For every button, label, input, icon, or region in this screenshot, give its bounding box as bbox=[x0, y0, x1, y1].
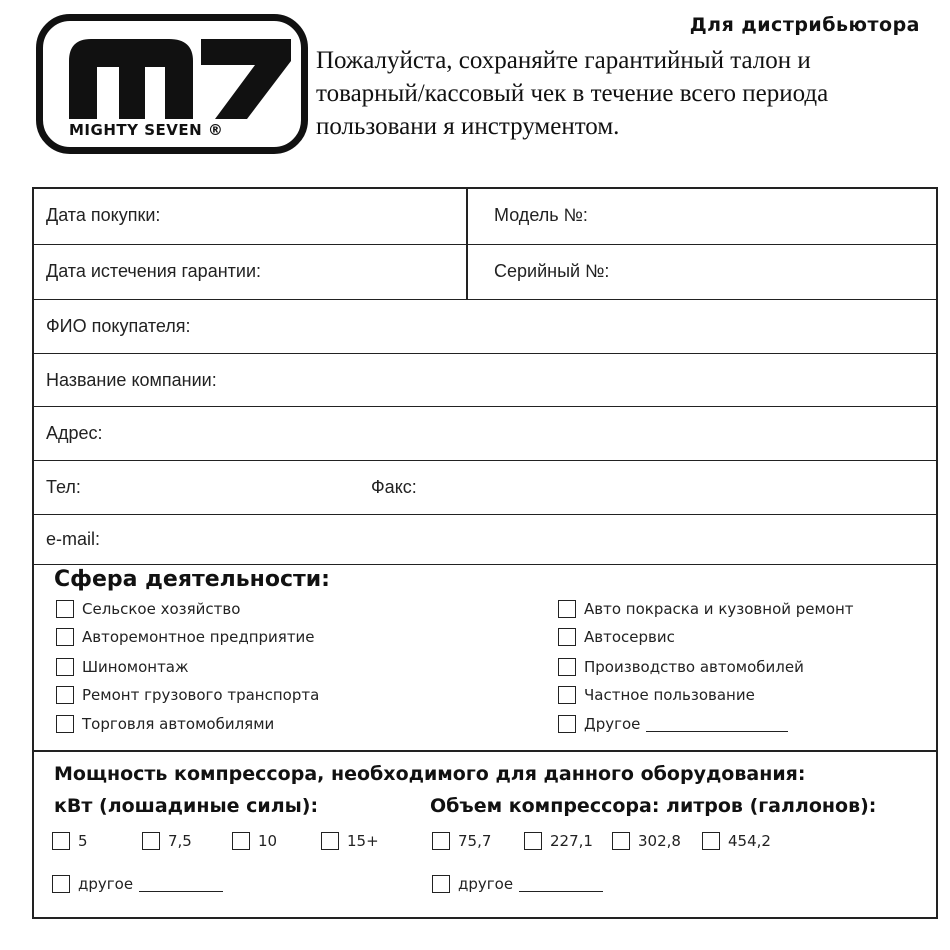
activity-option[interactable]: Автосервис bbox=[558, 628, 675, 646]
power-title: кВт (лошадиные силы): bbox=[54, 795, 319, 817]
row-buyer-name bbox=[34, 300, 936, 354]
checkbox[interactable] bbox=[702, 832, 720, 850]
logo-caption: MIGHTY SEVEN ® bbox=[69, 121, 224, 139]
activity-option-other[interactable]: Другое bbox=[558, 715, 788, 733]
other-power-blank[interactable] bbox=[139, 876, 223, 892]
checkbox[interactable] bbox=[52, 832, 70, 850]
checkbox[interactable] bbox=[524, 832, 542, 850]
other-activity-blank[interactable] bbox=[646, 716, 788, 732]
volume-title: Объем компрессора: литров (галлонов): bbox=[430, 795, 877, 817]
email-field[interactable]: e-mail: bbox=[46, 529, 101, 549]
power-option[interactable]: 10 bbox=[232, 832, 277, 850]
model-number-field[interactable]: Модель №: bbox=[494, 205, 588, 225]
volume-option[interactable]: 302,8 bbox=[612, 832, 681, 850]
phone-field[interactable]: Тел: bbox=[46, 477, 81, 497]
volume-option-other[interactable]: другое bbox=[432, 875, 603, 893]
row-address bbox=[34, 407, 936, 461]
fax-field[interactable]: Факс: bbox=[371, 477, 417, 497]
checkbox[interactable] bbox=[432, 875, 450, 893]
checkbox[interactable] bbox=[52, 875, 70, 893]
checkbox[interactable] bbox=[232, 832, 250, 850]
checkbox[interactable] bbox=[56, 658, 74, 676]
activity-option[interactable]: Сельское хозяйство bbox=[56, 600, 240, 618]
mighty-seven-logo bbox=[36, 14, 308, 154]
checkbox[interactable] bbox=[558, 600, 576, 618]
activity-title: Сфера деятельности: bbox=[54, 567, 330, 592]
warranty-notice bbox=[316, 44, 936, 143]
checkbox[interactable] bbox=[558, 715, 576, 733]
checkbox[interactable] bbox=[142, 832, 160, 850]
row-warranty-serial bbox=[34, 245, 936, 300]
activity-option[interactable]: Торговля автомобилями bbox=[56, 715, 274, 733]
notice-line: товарный/кассовый чек в течение всего периода bbox=[316, 80, 829, 107]
checkbox[interactable] bbox=[432, 832, 450, 850]
section-divider bbox=[34, 750, 936, 752]
column-divider bbox=[466, 189, 468, 300]
notice-line: пользовани я инструментом. bbox=[316, 113, 620, 140]
checkbox[interactable] bbox=[558, 686, 576, 704]
activity-option[interactable]: Авторемонтное предприятие bbox=[56, 628, 315, 646]
checkbox[interactable] bbox=[321, 832, 339, 850]
row-company-name bbox=[34, 354, 936, 407]
row-phone-fax bbox=[34, 461, 936, 515]
other-volume-blank[interactable] bbox=[519, 876, 603, 892]
buyer-name-field[interactable]: ФИО покупателя: bbox=[46, 316, 191, 336]
notice-line: Пожалуйста, сохраняйте гарантийный талон и bbox=[316, 47, 811, 74]
activity-option[interactable]: Частное пользование bbox=[558, 686, 755, 704]
power-option-other[interactable]: другое bbox=[52, 875, 223, 893]
volume-option[interactable]: 227,1 bbox=[524, 832, 593, 850]
serial-number-field[interactable]: Серийный №: bbox=[494, 261, 610, 281]
warranty-form bbox=[32, 187, 938, 919]
purchase-date-field[interactable]: Дата покупки: bbox=[46, 205, 161, 225]
volume-option[interactable]: 454,2 bbox=[702, 832, 771, 850]
checkbox[interactable] bbox=[558, 628, 576, 646]
row-email bbox=[34, 515, 936, 565]
row-purchase-model bbox=[34, 189, 936, 245]
distributor-label: Для дистрибьютора bbox=[689, 14, 920, 36]
activity-option[interactable]: Ремонт грузового транспорта bbox=[56, 686, 319, 704]
company-name-field[interactable]: Название компании: bbox=[46, 370, 217, 390]
compressor-title: Мощность компрессора, необходимого для данного оборудования: bbox=[54, 763, 806, 785]
checkbox[interactable] bbox=[56, 715, 74, 733]
checkbox[interactable] bbox=[612, 832, 630, 850]
checkbox[interactable] bbox=[56, 628, 74, 646]
checkbox[interactable] bbox=[558, 658, 576, 676]
activity-option[interactable]: Производство автомобилей bbox=[558, 658, 804, 676]
power-option[interactable]: 5 bbox=[52, 832, 88, 850]
volume-option[interactable]: 75,7 bbox=[432, 832, 491, 850]
address-field[interactable]: Адрес: bbox=[46, 423, 103, 443]
activity-option[interactable]: Авто покраска и кузовной ремонт bbox=[558, 600, 854, 618]
power-option[interactable]: 7,5 bbox=[142, 832, 192, 850]
warranty-expiry-field[interactable]: Дата истечения гарантии: bbox=[46, 261, 261, 281]
checkbox[interactable] bbox=[56, 686, 74, 704]
activity-option[interactable]: Шиномонтаж bbox=[56, 658, 189, 676]
power-option[interactable]: 15+ bbox=[321, 832, 379, 850]
checkbox[interactable] bbox=[56, 600, 74, 618]
m7-logo-mark bbox=[65, 31, 295, 123]
